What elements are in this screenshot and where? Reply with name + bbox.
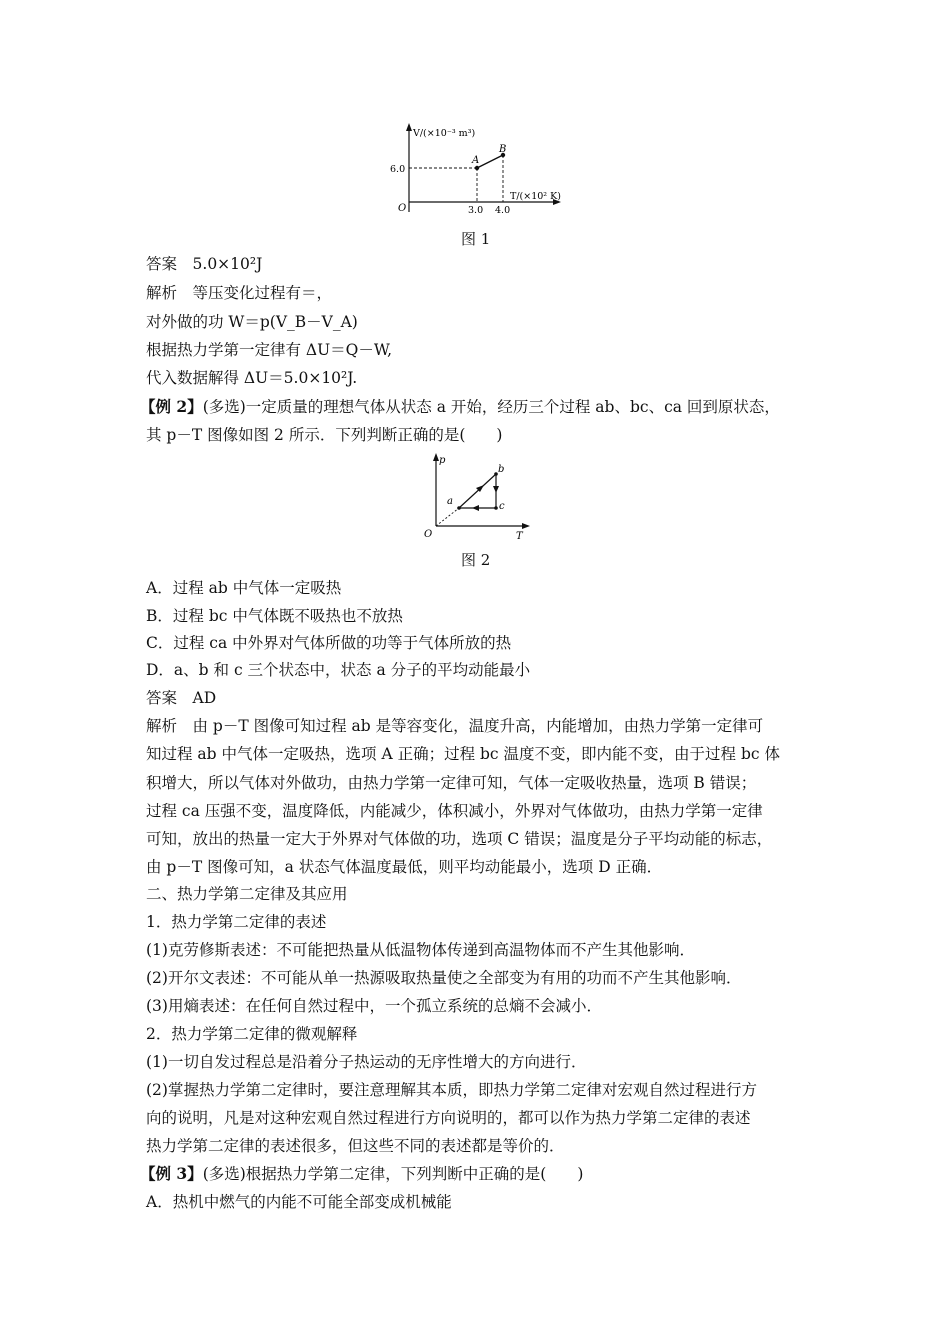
example-2-tag: 【例 2】 (140, 397, 203, 416)
analysis-2-line-1: 解析 由 p－T 图像可知过程 ab 是等容变化，温度升高，内能增加，由热力学第一定律可 (146, 717, 764, 735)
fig1-y-arrow (406, 123, 412, 131)
answer-1-value: 5.0×10²J (192, 255, 263, 273)
example-2-stem: (多选)一定质量的理想气体从状态 a 开始，经历三个过程 ab、bc、ca 回到原状态， (202, 398, 780, 416)
fig2-extension-dashed (436, 508, 459, 526)
example-3-stem: (多选)根据热力学第二定律，下列判断中正确的是( ) (202, 1165, 584, 1183)
section-2-subheading-2: 2．热力学第二定律的微观解释 (146, 1025, 358, 1043)
analysis-1-line-2: 对外做的功 W＝p(V_B－V_A) (146, 313, 358, 331)
fig2-label-c: c (499, 501, 505, 512)
fig1-x-tick-a: 3.0 (468, 205, 484, 216)
fig2-x-label: T (516, 531, 523, 542)
example-3-option-a: A．热机中燃气的内能不可能全部变成机械能 (146, 1193, 452, 1211)
figure-1-vt-graph (380, 118, 580, 218)
section-2-item-3: (3)用熵表述：在任何自然过程中，一个孤立系统的总熵不会减小． (146, 997, 602, 1015)
section-2-item-5-line-3: 热力学第二定律的表述很多，但这些不同的表述都是等价的． (146, 1137, 565, 1155)
example-2-option-c: C．过程 ca 中外界对气体所做的功等于气体所放的热 (146, 634, 512, 652)
fig1-process-ab (477, 155, 503, 168)
fig1-point-a (475, 166, 479, 170)
fig1-y-label: V/(×10⁻³ m³) (413, 128, 476, 139)
example-2-line-2: 其 p－T 图像如图 2 所示．下列判断正确的是( ) (146, 426, 503, 444)
section-2-item-1: (1)克劳修斯表述：不可能把热量从低温物体传递到高温物体而不产生其他影响． (146, 941, 695, 959)
analysis-1-line-4: 代入数据解得 ΔU＝5.0×10²J. (146, 369, 358, 387)
analysis-2-line-5: 可知，放出的热量一定大于外界对气体做的功，选项 C 错误；温度是分子平均动能的标志， (146, 830, 773, 848)
example-3-tag: 【例 3】 (140, 1164, 203, 1183)
example-2-option-d: D．a、b 和 c 三个状态中，状态 a 分子的平均动能最小 (146, 661, 531, 679)
fig1-label-b: B (499, 144, 507, 155)
fig2-point-c (494, 506, 498, 510)
fig2-y-label: p (439, 455, 446, 466)
section-2-subheading-1: 1．热力学第二定律的表述 (146, 913, 327, 931)
analysis-2-line-6: 由 p－T 图像可知，a 状态气体温度最低，则平均动能最小，选项 D 正确． (146, 858, 663, 876)
section-2-item-5-line-1: (2)掌握热力学第二定律时，要注意理解其本质，即热力学第二定律对宏观自然过程进行方 (146, 1081, 757, 1099)
analysis-2-line-2: 知过程 ab 中气体一定吸热，选项 A 正确；过程 bc 温度不变，即内能不变，由于过程 bc 体 (146, 745, 780, 763)
figure-2-caption: 图 2 (461, 551, 491, 569)
fig2-x-arrow (522, 523, 530, 529)
example-2-option-b: B．过程 bc 中气体既不吸热也不放热 (146, 607, 403, 625)
answer-2: 答案 AD (146, 689, 217, 707)
example-2-option-a: A．过程 ab 中气体一定吸热 (146, 579, 342, 597)
figure-1-caption: 图 1 (461, 230, 491, 248)
fig1-x-label: T/(×10² K) (510, 191, 561, 202)
fig1-y-tick: 6.0 (390, 164, 406, 175)
section-2-item-5-line-2: 向的说明，凡是对这种宏观自然过程进行方向说明的，都可以作为热力学第二定律的表述 (146, 1109, 751, 1127)
fig2-point-a (457, 506, 461, 510)
example-3-line-1 (140, 1164, 583, 1184)
fig2-arrow-ca (472, 505, 479, 511)
analysis-2-line-4: 过程 ca 压强不变，温度降低，内能减少，体积减小，外界对气体做功，由热力学第一定律 (146, 802, 763, 820)
fig1-x-tick-b: 4.0 (495, 205, 511, 216)
section-2-title: 二、热力学第二定律及其应用 (146, 885, 348, 903)
section-2-item-4: (1)一切自发过程总是沿着分子热运动的无序性增大的方向进行． (146, 1053, 587, 1071)
answer-1 (146, 254, 262, 274)
fig2-label-a: a (447, 496, 453, 507)
fig2-label-b: b (498, 464, 505, 475)
fig1-origin: O (398, 203, 407, 214)
answer-1-label: 答案 (146, 255, 178, 273)
fig1-label-a: A (472, 155, 480, 166)
analysis-1-line-1: 解析 等压变化过程有＝， (146, 284, 333, 302)
analysis-1-line-3: 根据热力学第一定律有 ΔU＝Q－W, (146, 341, 393, 359)
section-2-item-2: (2)开尔文表述：不可能从单一热源吸取热量使之全部变为有用的功而不产生其他影响． (146, 969, 742, 987)
fig2-process-ab (459, 474, 496, 508)
analysis-2-line-3: 积增大，所以气体对外做功，由热力学第一定律可知，气体一定吸收热量，选项 B 错误； (146, 774, 757, 792)
figure-2-pt-graph (412, 452, 542, 544)
fig2-origin: O (424, 529, 433, 540)
example-2-line-1 (140, 397, 780, 417)
fig2-arrow-bc (493, 486, 499, 493)
